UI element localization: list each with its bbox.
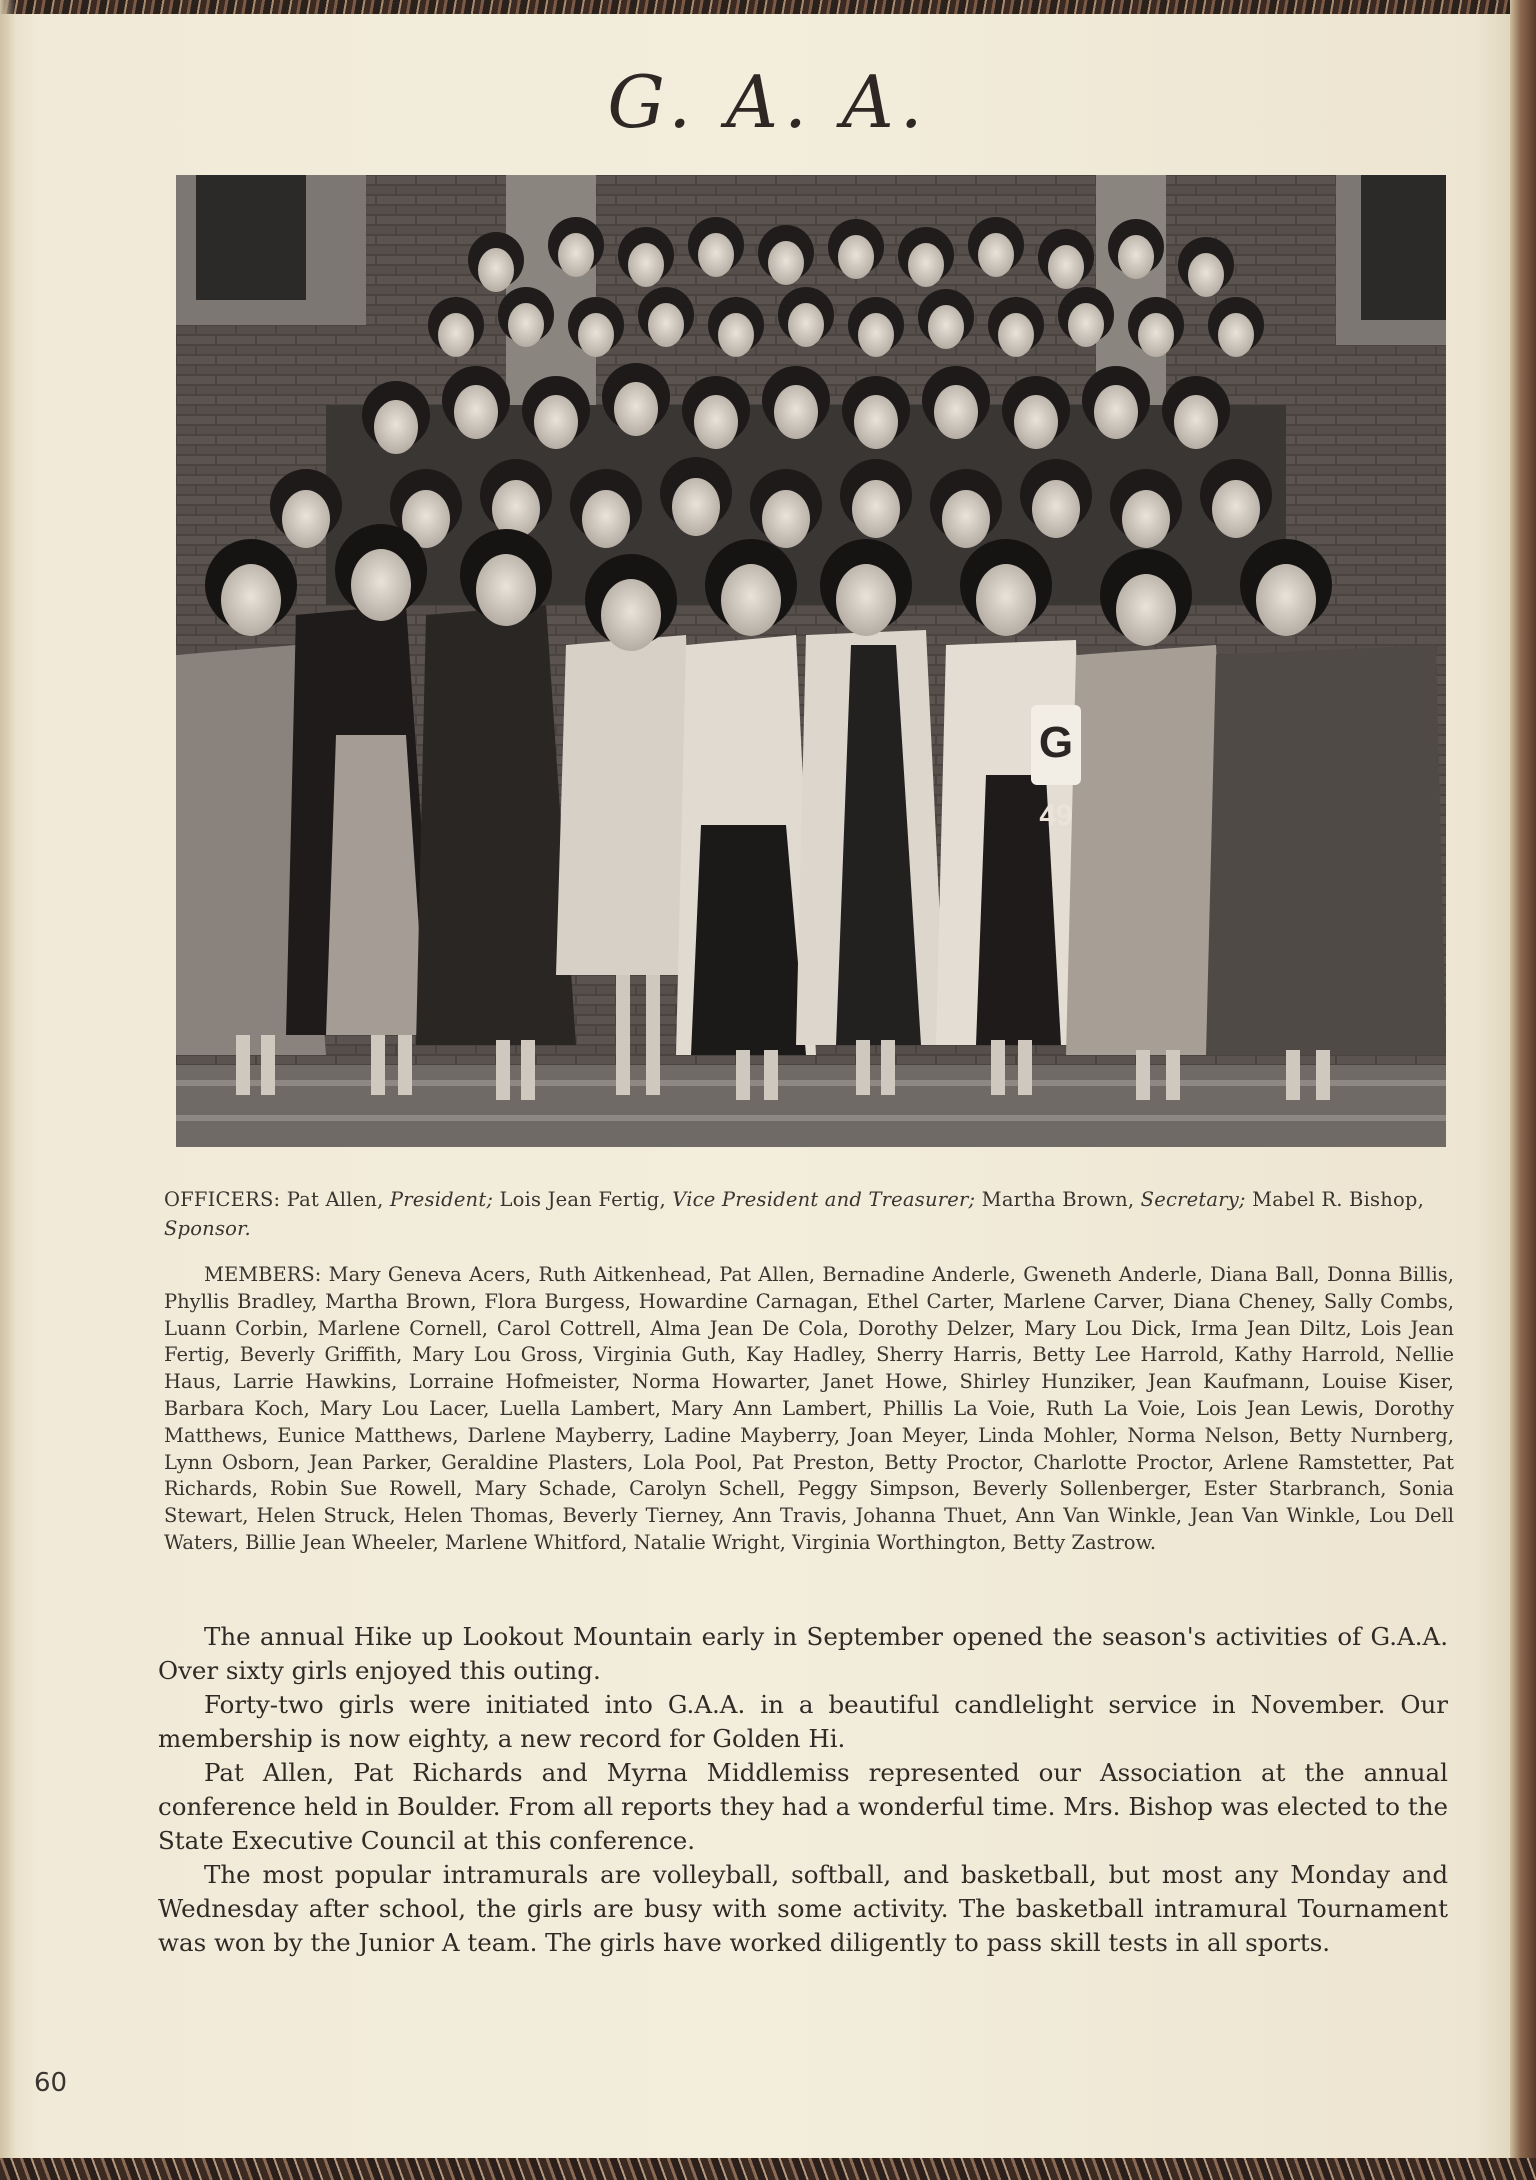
page-left-gutter	[0, 0, 16, 2180]
officer-name: Lois Jean Fertig,	[499, 1188, 666, 1211]
sweater-letter: G	[1038, 718, 1074, 767]
page-title: G. A. A.	[607, 60, 929, 144]
members-label: MEMBERS:	[204, 1263, 322, 1286]
article-paragraph: Forty-two girls were initiated into G.A.A. in a beautiful candlelight service in November. Our membership is now eighty, a new record for Golden Hi.	[158, 1690, 1448, 1753]
group-photo-illustration	[176, 175, 1446, 1147]
group-photo	[176, 175, 1446, 1147]
page-top-edge	[0, 0, 1536, 14]
article-paragraph: The annual Hike up Lookout Mountain early in September opened the season's activities of G.A.A. Over sixty girls enjoyed this outing.	[158, 1622, 1448, 1685]
page-bottom-edge	[0, 2158, 1536, 2180]
sweater-number: 49	[1039, 799, 1073, 832]
article-body	[158, 1620, 1448, 1960]
page-right-edge	[1510, 0, 1536, 2180]
officer-role: Vice President and Treasurer;	[672, 1188, 976, 1211]
officer-role: Sponsor.	[164, 1217, 251, 1240]
members-list	[164, 1262, 1454, 1557]
officers-caption	[164, 1185, 1454, 1243]
officer-role: President;	[389, 1188, 494, 1211]
officer-name: Pat Allen,	[286, 1188, 384, 1211]
page-number: 60	[34, 2068, 68, 2098]
officers-label: OFFICERS:	[164, 1188, 281, 1211]
article-paragraph: The most popular intramurals are volleyball, softball, and basketball, but most any Monday and Wednesday after school, the girls are busy with some activity. The basketball intramural Tournament was won by the Junior A team. The girls have worked diligently to pass skill tests in all sports.	[158, 1860, 1448, 1957]
front-steps	[176, 1065, 1446, 1147]
officer-name: Martha Brown,	[981, 1188, 1135, 1211]
members-names: Mary Geneva Acers, Ruth Aitkenhead, Pat Allen, Bernadine Anderle, Gweneth Anderle, Diana Ball, Donna Billis, Phyllis Bradley, Martha Brown, Flora Burgess, Howardine Carnagan, Ethel Carter, Marlene Carver, Diana Cheney, Sally Combs, Luann Corbin, Marlene Cornell, Carol Cottrell, Alma Jean De Cola, Dorothy Delzer, Mary Lou Dick, Irma Jean Diltz, Lois Jean Fertig, Beverly Griffith, Mary Lou Gross, Virginia Guth, Kay Hadley, Sherry Harris, Betty Lee Harrold, Kathy Harrold, Nellie Haus, Larrie Hawkins, Lorraine Hofmeister, Norma Howarter, Janet Howe, Shirley Hunziker, Jean Kaufmann, Louise Kiser, Barbara Koch, Mary Lou Lacer, Luella Lambert, Mary Ann Lambert, Phillis La Voie, Ruth La Voie, Lois Jean Lewis, Dorothy Matthews, Eunice Matthews, Darlene Mayberry, Ladine Mayberry, Joan Meyer, Linda Mohler, Norma Nelson, Betty Nurnberg, Lynn Osborn, Jean Parker, Geraldine Plasters, Lola Pool, Pat Preston, Betty Proctor, Charlotte Proctor, Arlene Ramstetter, Pat Richards, Robin Sue Rowell, Mary Schade, Carolyn Schell, Peggy Simpson, Beverly Sollenberger, Ester Starbranch, Sonia Stewart, Helen Struck, Helen Thomas, Beverly Tierney, Ann Travis, Johanna Thuet, Ann Van Winkle, Jean Van Winkle, Lou Dell Waters, Billie Jean Wheeler, Marlene Whitford, Natalie Wright, Virginia Worthington, Betty Zastrow.	[164, 1263, 1454, 1554]
officer-role: Secretary;	[1140, 1188, 1246, 1211]
officer-name: Mabel R. Bishop,	[1252, 1188, 1425, 1211]
article-paragraph: Pat Allen, Pat Richards and Myrna Middlemiss represented our Association at the annual conference held in Boulder. From all reports they had a wonderful time. Mrs. Bishop was elected to the State Executive Council at this conference.	[158, 1758, 1448, 1855]
